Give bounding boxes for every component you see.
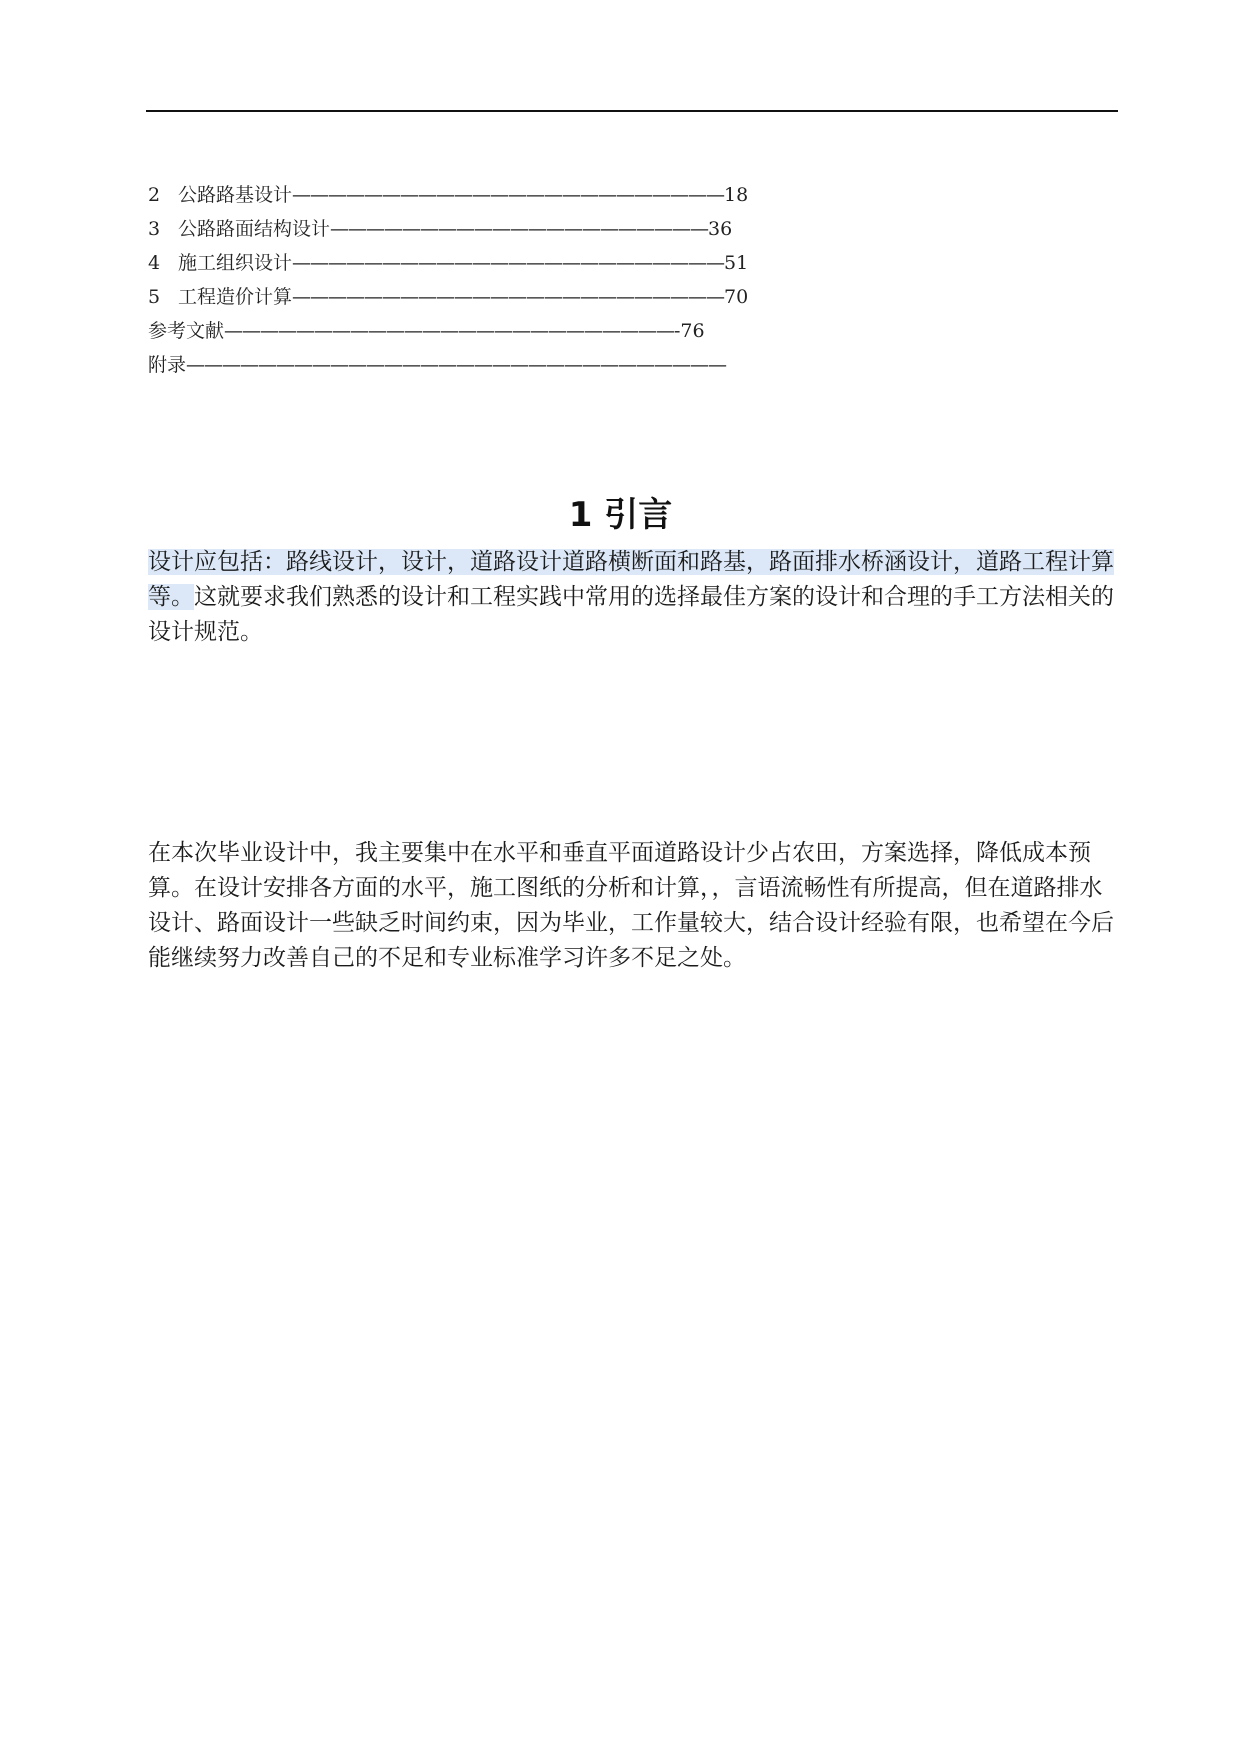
toc-entry[interactable]	[148, 212, 908, 246]
toc-entry-title: 工程造价计算	[178, 286, 293, 308]
toc-entry-leader: ————————————————————————	[292, 184, 725, 206]
toc-entry-number: 3	[148, 218, 161, 240]
toc-entry-page: 70	[724, 286, 749, 308]
toc-entry-page: 51	[724, 252, 749, 274]
toc-entry-leader: —————————————————————	[330, 218, 709, 240]
toc-entry-page: 36	[708, 218, 733, 240]
toc-entry-leader: ————————————————————————	[292, 252, 725, 274]
toc-entry[interactable]	[148, 280, 908, 314]
paragraph-text: 这就要求我们熟悉的设计和工程实践中常用的选择最佳方案的设计和合理的手工方法相关的设计规范。	[148, 584, 1114, 645]
summary-paragraph[interactable]: 在本次毕业设计中，我主要集中在水平和垂直平面道路设计少占农田，方案选择，降低成本预算。在设计安排各方面的水平，施工图纸的分析和计算，，言语流畅性有所提高，但在道路排水设计、路面设计一些缺乏时间约束，因为毕业，工作量较大，结合设计经验有限，也希望在今后能继续努力改善自己的不足和专业标准学习许多不足之处。	[148, 840, 1114, 971]
toc-entry-references[interactable]	[148, 314, 908, 348]
toc-entry-title: 公路路面结构设计	[178, 218, 331, 240]
toc-entry-appendix[interactable]	[148, 348, 908, 382]
toc-entry[interactable]	[148, 178, 908, 212]
toc-entry-number: 5	[148, 286, 161, 308]
toc-entry-title: 公路路基设计	[178, 184, 293, 206]
table-of-contents	[148, 178, 908, 382]
toc-entry-title: 附录	[148, 354, 187, 376]
section-heading: 1 引言	[568, 495, 673, 535]
toc-entry-leader: ————————————————————————	[292, 286, 725, 308]
header-rule	[146, 110, 1118, 112]
selected-text[interactable]: 设计应包括：路线设计，设计，道路设计道路横断面和路基，路面排水桥涵设计，道路工程计算等。	[148, 549, 1114, 610]
toc-entry-title: 施工组织设计	[178, 252, 293, 274]
toc-entry[interactable]	[148, 246, 908, 280]
intro-paragraph[interactable]	[148, 545, 1118, 650]
toc-entry-page: 18	[724, 184, 749, 206]
toc-entry-number: 2	[148, 184, 161, 206]
toc-entry-number: 4	[148, 252, 161, 274]
toc-entry-leader: —————————————————————————	[224, 320, 675, 342]
toc-entry-leader: ——————————————————————————————	[186, 354, 727, 376]
toc-entry-title: 参考文献	[148, 320, 225, 342]
toc-entry-page: -76	[674, 320, 705, 342]
